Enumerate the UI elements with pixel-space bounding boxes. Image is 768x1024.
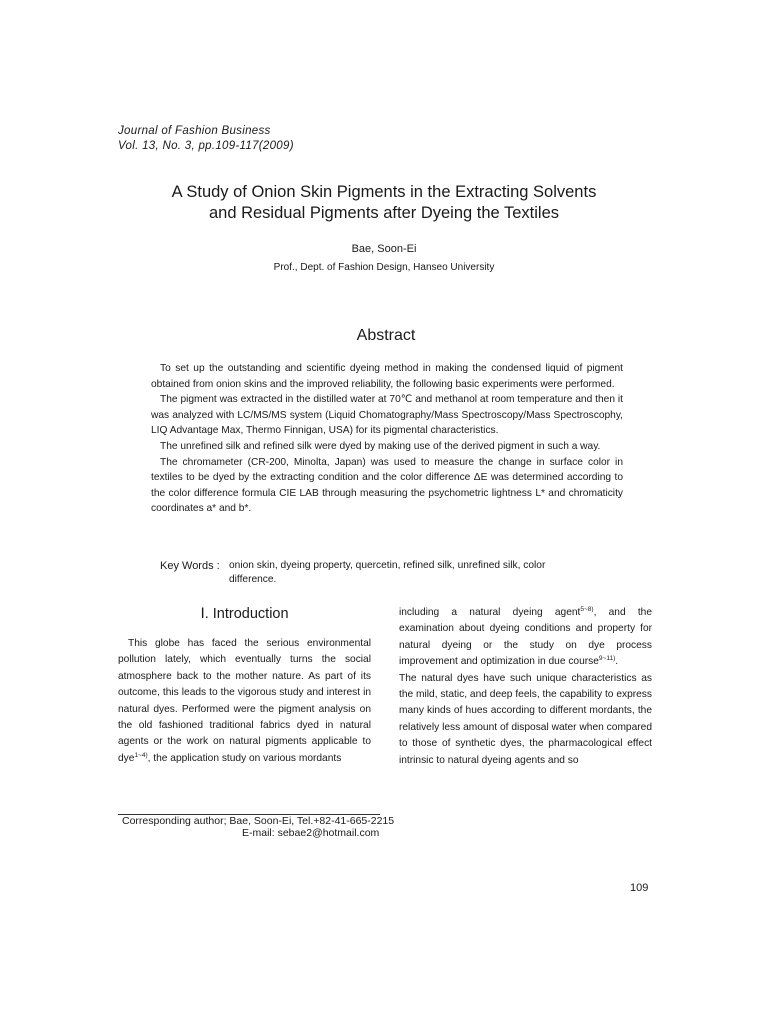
paper-title: [0, 182, 768, 224]
abstract-heading: Abstract: [356, 327, 416, 344]
abstract-paragraph: The pigment was extracted in the distilled water at 70℃ and methanol at room temperature and then it was analyzed with LC/MS/MS system (Liquid Chomatography/Mass Spectroscopy/Mass Spectroscophy, LIQ Advantage Max, Thermo Finnigan, USA) for its pigmental characteristics.: [151, 394, 623, 437]
citation-ref: 1~4): [134, 751, 148, 759]
journal-header: [118, 124, 294, 154]
citation-ref: 5~8): [580, 606, 594, 613]
page-number: 109: [630, 882, 649, 894]
intro-paragraph-right: The natural dyes have such unique characteristics as the mild, static, and deep feels, the capability to express many kinds of hues according to different mordants, the relatively less amount of disposal water when compared to those of synthetic dyes, the pharmacological effect intrinsic to natural dyeing agents and so: [399, 672, 652, 766]
keywords-text: onion skin, dyeing property, quercetin, refined silk, unrefined silk, color difference.: [229, 560, 546, 585]
journal-name: Journal of Fashion Business: [118, 125, 271, 137]
journal-volume: Vol. 13, No. 3, pp.109-117(2009): [118, 140, 294, 152]
body-column-left: [118, 636, 371, 767]
author-affiliation: Prof., Dept. of Fashion Design, Hanseo University: [273, 262, 495, 273]
intro-paragraph-continued: [399, 605, 652, 671]
abstract-paragraph: To set up the outstanding and scientific dyeing method in making the condensed liquid of pigment obtained from onion skins and the improved reliability, the following basic experiments were performed.: [151, 363, 623, 390]
footnote-email: E-mail: sebae2@hotmail.com: [242, 827, 380, 839]
title-line-1: A Study of Onion Skin Pigments in the Extracting Solvents: [171, 183, 597, 201]
footnote-corresponding-author: Corresponding author; Bae, Soon-Ei, Tel.+82-41-665-2215: [122, 815, 395, 827]
keywords-label: Key Words :: [160, 560, 220, 572]
abstract-body: [151, 361, 623, 517]
title-line-2: and Residual Pigments after Dyeing the Textiles: [208, 204, 560, 222]
abstract-paragraph: The chromameter (CR-200, Minolta, Japan) was used to measure the change in surface color in textiles to be dyed by the extracting condition and the color difference ΔE was determined according to the color difference formula CIE LAB through measuring the psychometric lightness L* and chromaticity coordinates a* and b*.: [151, 456, 623, 515]
intro-text: , and the examination about dyeing conditions and property for natural dyeing or the study on dye process improvement and optimization in due course: [399, 607, 652, 668]
intro-text: , the application study on various mordants: [147, 752, 342, 764]
intro-text: including a natural dyeing agent: [399, 607, 581, 618]
abstract-paragraph: The unrefined silk and refined silk were dyed by making use of the derived pigment in such a way.: [160, 440, 601, 452]
intro-text: This globe has faced the serious environmental pollution lately, which eventually turns the social atmosphere back to the mother nature. As part of its outcome, this leads to the vigorous study and interest in natural dyes. Performed were the pigment analysis on the old fashioned traditional fabrics dyed in natural agents or the work on natural pigments applicable to dye: [118, 638, 371, 764]
section-heading-introduction: Ⅰ. Introduction: [200, 606, 289, 622]
intro-paragraph-left: [118, 636, 371, 767]
body-column-right: [399, 605, 652, 769]
author-name: Bae, Soon-Ei: [351, 243, 417, 255]
intro-text: .: [615, 656, 619, 668]
citation-ref: 9~11): [598, 655, 616, 663]
